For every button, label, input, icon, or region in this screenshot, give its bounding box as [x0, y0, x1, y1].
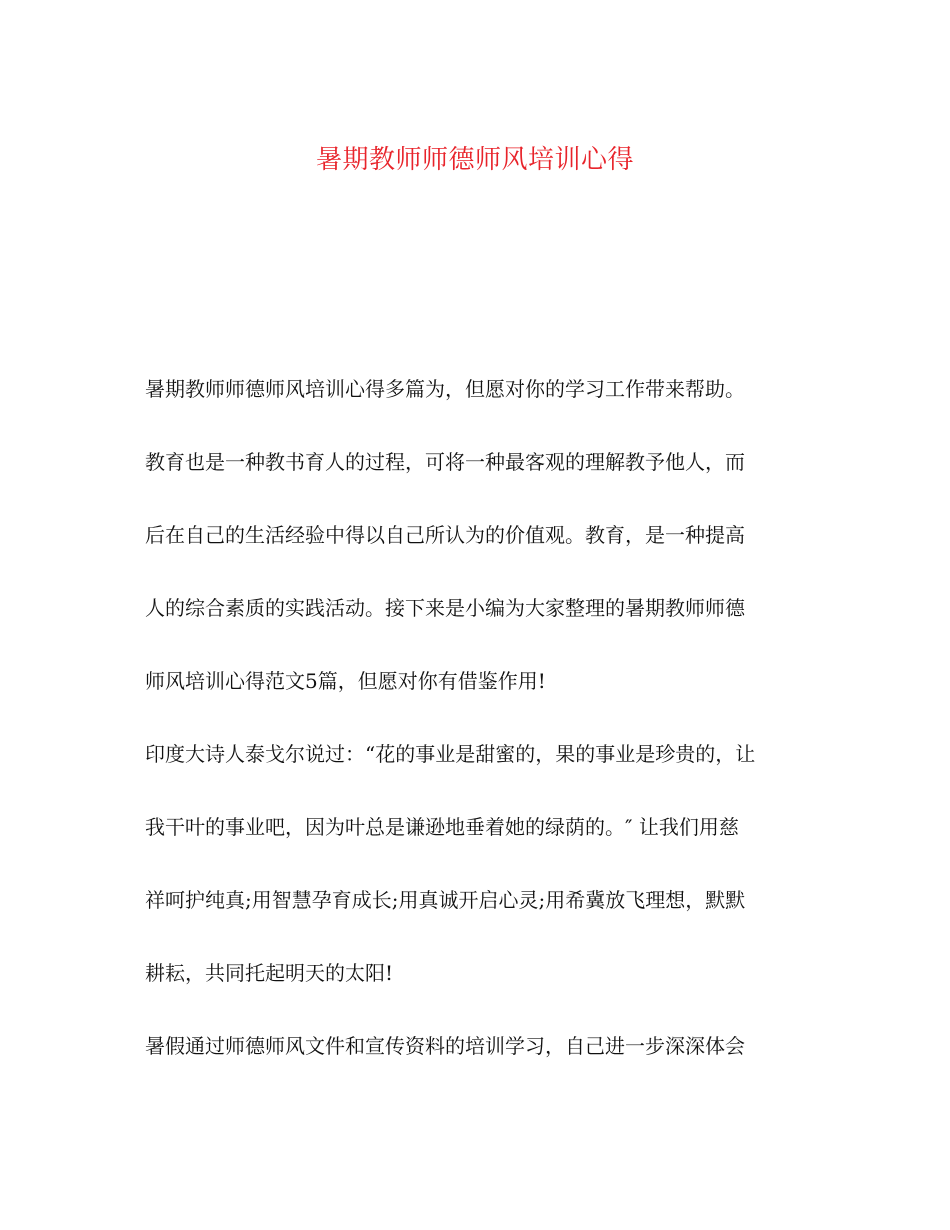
- document-title: 暑期教师师德师风培训心得: [315, 145, 634, 175]
- body-line-4: 人的综合素质的实践活动。接下来是小编为大家整理的暑期教师师德: [145, 596, 745, 620]
- body-line-5: 师风培训心得范文5篇，但愿对你有借鉴作用!: [145, 669, 546, 693]
- body-line-9: 耕耘，共同托起明天的太阳!: [145, 961, 394, 985]
- body-line-6: 印度大诗人泰戈尔说过：“花的事业是甜蜜的，果的事业是珍贵的，让: [145, 742, 756, 766]
- body-line-10: 暑假通过师德师风文件和宣传资料的培训学习，自己进一步深深体会: [145, 1034, 745, 1058]
- body-line-2: 教育也是一种教书育人的过程，可将一种最客观的理解教予他人，而: [145, 450, 745, 474]
- body-line-7: 我干叶的事业吧，因为叶总是谦逊地垂着她的绿荫的。″ 让我们用慈: [145, 815, 739, 839]
- body-line-3: 后在自己的生活经验中得以自己所认为的价值观。教育，是一种提高: [145, 523, 745, 547]
- body-line-8: 祥呵护纯真;用智慧孕育成长;用真诚开启心灵;用希冀放飞理想，默默: [145, 888, 746, 912]
- body-line-1: 暑期教师师德师风培训心得多篇为，但愿对你的学习工作带来帮助。: [145, 377, 745, 401]
